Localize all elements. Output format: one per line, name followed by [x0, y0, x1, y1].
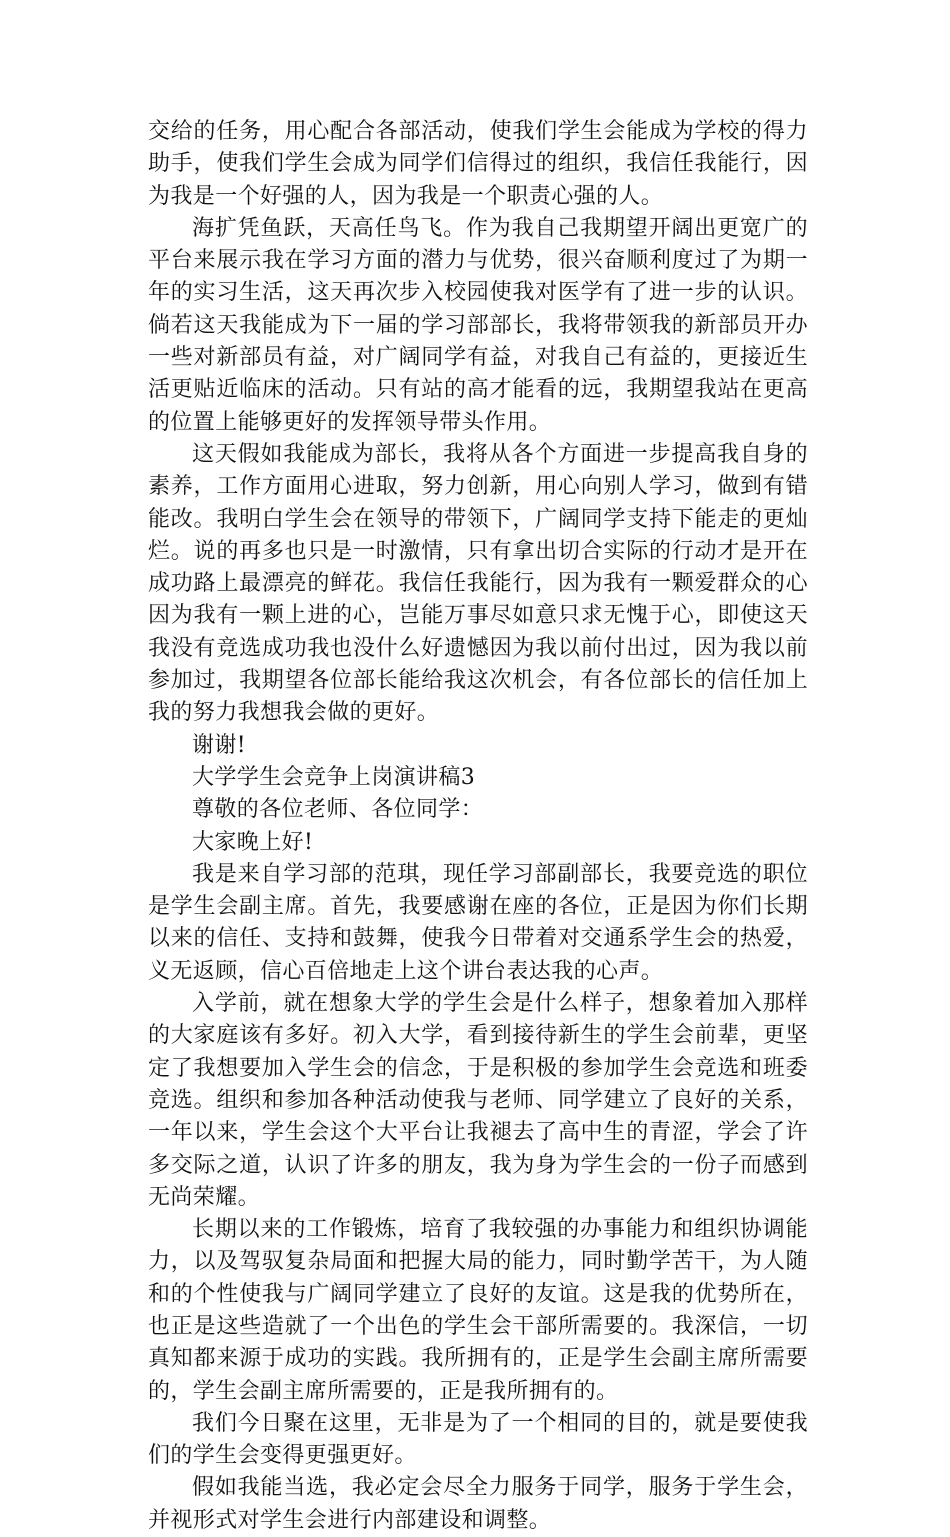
paragraph-thanks: 谢谢! [192, 732, 247, 758]
section-title: 大学学生会竞争上岗演讲稿3 [192, 764, 476, 790]
document-page [148, 116, 808, 1537]
greeting: 大家晚上好! [192, 829, 314, 855]
paragraph-abilities: 长期以来的工作锻炼，培育了我较强的办事能力和组织协调能力，以及驾驭复杂局面和把握大局的能力，同时勤学苦干，为人随和的个性使我与广阔同学建立了良好的友谊。这是我的优势所在，也正是这些造就了一个出色的学生会干部所需要的。我深信，一切真知都来源于成功的实践。我所拥有的，正是学生会副主席所需要的，学生会副主席所需要的，正是我所拥有的。 [148, 1217, 808, 1404]
paragraph-pledge: 假如我能当选，我必定会尽全力服务于同学，服务于学生会，并视形式对学生会进行内部建设和调整。 [148, 1475, 808, 1533]
paragraph-1: 交给的任务，用心配合各部活动，使我们学生会能成为学校的得力助手，使我们学生会成为同学们信得过的组织，我信任我能行，因为我是一个好强的人，因为我是一个职责心强的人。 [148, 119, 808, 209]
paragraph-intro: 我是来自学习部的范琪，现任学习部副部长，我要竞选的职位是学生会副主席。首先，我要感谢在座的各位，正是因为你们长期以来的信任、支持和鼓舞，使我今日带着对交通系学生会的热爱，义无返顾，信心百倍地走上这个讲台表达我的心声。 [148, 861, 808, 984]
paragraph-before-enrollment: 入学前，就在想象大学的学生会是什么样子，想象着加入那样的大家庭该有多好。初入大学，看到接待新生的学生会前辈，更坚定了我想要加入学生会的信念，于是积极的参加学生会竞选和班委竞选。组织和参加各种活动使我与老师、同学建立了良好的关系，一年以来，学生会这个大平台让我褪去了高中生的青涩，学会了许多交际之道，认识了许多的朋友，我为身为学生会的一份子而感到无尚荣耀。 [148, 991, 808, 1210]
paragraph-purpose: 我们今日聚在这里，无非是为了一个相同的目的，就是要使我们的学生会变得更强更好。 [148, 1410, 808, 1469]
paragraph-2: 海扩凭鱼跃，天高任鸟飞。作为我自己我期望开阔出更宽广的平台来展示我在学习方面的潜力与优势，很兴奋顺利度过了为期一年的实习生活，这天再次步入校园使我对医学有了进一步的认识。倘若这天我能成为下一届的学习部部长，我将带领我的新部员开办一些对新部员有益，对广阔同学有益，对我自己有益的，更接近生活更贴近临床的活动。只有站的高才能看的远，我期望我站在更高的位置上能够更好的发挥领导带头作用。 [148, 215, 808, 435]
salutation: 尊敬的各位老师、各位同学： [192, 797, 484, 823]
paragraph-3: 这天假如我能成为部长，我将从各个方面进一步提高我自身的素养，工作方面用心进取，努力创新，用心向别人学习，做到有错能改。我明白学生会在领导的带领下，广阔同学支持下能走的更灿烂。说的再多也只是一时激情，只有拿出切合实际的行动才是开在成功路上最漂亮的鲜花。我信任我能行，因为我有一颗爱群众的心因为我有一颗上进的心，岂能万事尽如意只求无愧于心，即使这天我没有竞选成功我也没什么好遗憾因为我以前付出过，因为我以前参加过，我期望各位部长能给我这次机会，有各位部长的信任加上我的努力我想我会做的更好。 [148, 441, 808, 726]
